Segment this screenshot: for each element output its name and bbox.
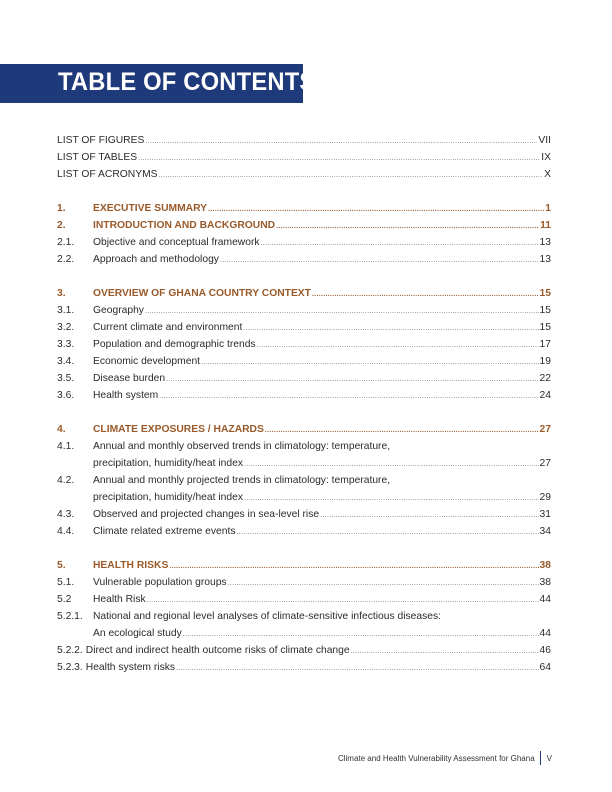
- toc-number: 5.2.1.: [57, 611, 83, 622]
- toc-page: 46: [539, 645, 551, 656]
- toc-label: Economic development: [93, 356, 201, 367]
- toc-label: Geography: [93, 305, 144, 316]
- toc-entry-list-of-acronyms[interactable]: [57, 166, 551, 183]
- toc-entry-5-2-3[interactable]: [57, 659, 551, 676]
- toc-entry-3-5[interactable]: [57, 370, 551, 387]
- dot-leader: [243, 320, 538, 337]
- toc-number: 3.6.: [57, 390, 75, 401]
- toc-label: Health Risk: [93, 594, 146, 605]
- toc-entry-4-1-line1[interactable]: [57, 438, 551, 455]
- toc-page: 13: [539, 254, 551, 265]
- toc-label: LIST OF FIGURES: [57, 135, 145, 146]
- dot-leader: [312, 286, 539, 303]
- toc-page: 44: [539, 594, 551, 605]
- toc-number: 4.4.: [57, 526, 75, 537]
- toc-label: Population and demographic trends: [93, 339, 256, 350]
- toc-number: 3.4.: [57, 356, 75, 367]
- toc-entry-3-4[interactable]: [57, 353, 551, 370]
- toc-page: IX: [541, 152, 551, 163]
- dot-leader: [159, 388, 538, 405]
- toc-page: 27: [539, 424, 551, 435]
- dot-leader: [228, 575, 539, 592]
- toc-label: Objective and conceptual framework: [93, 237, 260, 248]
- dot-leader: [244, 490, 539, 507]
- toc-page: 15: [539, 322, 551, 333]
- toc-entry-4-2-line1[interactable]: [57, 472, 551, 489]
- toc-section-2[interactable]: [57, 217, 551, 234]
- toc-number: 5.2.3.: [57, 662, 83, 673]
- toc-entry-5-2-2[interactable]: [57, 642, 551, 659]
- dot-leader: [244, 456, 539, 473]
- toc-number: 2.1.: [57, 237, 75, 248]
- dot-leader: [145, 303, 539, 320]
- dot-leader: [166, 371, 538, 388]
- dot-leader: [201, 354, 538, 371]
- dot-leader: [261, 235, 539, 252]
- toc-number: 2.2.: [57, 254, 75, 265]
- toc-number: 3.3.: [57, 339, 75, 350]
- dot-leader: [145, 133, 537, 150]
- dot-leader: [169, 558, 538, 575]
- page-title: TABLE OF CONTENTS: [58, 68, 316, 96]
- toc-label: precipitation, humidity/heat index: [93, 458, 243, 469]
- dot-leader: [351, 643, 539, 660]
- toc-label: Vulnerable population groups: [93, 577, 227, 588]
- footer-page-number: V: [546, 753, 552, 763]
- toc-page: X: [544, 169, 551, 180]
- toc-label: Direct and indirect health outcome risks of climate change: [85, 645, 350, 656]
- toc-section-4[interactable]: [57, 421, 551, 438]
- toc-number: 3.1.: [57, 305, 75, 316]
- toc-page: 34: [539, 526, 551, 537]
- dot-leader: [159, 167, 544, 184]
- toc-section-3[interactable]: [57, 285, 551, 302]
- toc-page: 31: [539, 509, 551, 520]
- toc-label: Annual and monthly observed trends in climatology: temperature,: [93, 441, 391, 452]
- toc-page: 29: [539, 492, 551, 503]
- dot-leader: [320, 507, 538, 524]
- dot-leader: [265, 422, 539, 439]
- toc-page: 13: [539, 237, 551, 248]
- toc-entry-4-4[interactable]: [57, 523, 551, 540]
- toc-entry-5-2[interactable]: [57, 591, 551, 608]
- toc-number: 5.1.: [57, 577, 75, 588]
- dot-leader: [257, 337, 539, 354]
- toc-entry-3-2[interactable]: [57, 319, 551, 336]
- toc-page: VII: [538, 135, 551, 146]
- toc-entry-list-of-figures[interactable]: [57, 132, 551, 149]
- toc-label: Current climate and environment: [93, 322, 243, 333]
- toc-number: 3.2.: [57, 322, 75, 333]
- toc-label: LIST OF ACRONYMS: [57, 169, 158, 180]
- toc-label: Health system: [93, 390, 159, 401]
- toc-entry-5-2-1-line2[interactable]: [57, 625, 551, 642]
- toc-page: 1: [545, 203, 551, 214]
- dot-leader: [208, 201, 544, 218]
- toc-section-5[interactable]: [57, 557, 551, 574]
- toc-entry-4-3[interactable]: [57, 506, 551, 523]
- toc-entry-5-1[interactable]: [57, 574, 551, 591]
- toc-entry-3-6[interactable]: [57, 387, 551, 404]
- title-banner: [0, 64, 316, 103]
- toc-number: 3.: [57, 288, 66, 299]
- toc-entry-5-2-1-line1[interactable]: [57, 608, 551, 625]
- toc-label: Annual and monthly projected trends in climatology: temperature,: [93, 475, 391, 486]
- footer-divider: [540, 751, 541, 765]
- footer-document-title: Climate and Health Vulnerability Assessment for Ghana: [337, 753, 535, 763]
- toc-number: 4.2.: [57, 475, 75, 486]
- toc-page: 11: [540, 220, 551, 231]
- toc-label: Observed and projected changes in sea-level rise: [93, 509, 320, 520]
- toc-entry-2-2[interactable]: [57, 251, 551, 268]
- toc-page: 38: [539, 560, 551, 571]
- toc-number: 5.2.2.: [57, 645, 83, 656]
- toc-label: An ecological study: [93, 628, 182, 639]
- toc-section-1[interactable]: [57, 200, 551, 217]
- toc-number: 4.: [57, 424, 66, 435]
- toc-entry-4-1-line2[interactable]: [57, 455, 551, 472]
- toc-label: Disease burden: [93, 373, 166, 384]
- toc-page: 24: [539, 390, 551, 401]
- toc-entry-4-2-line2[interactable]: [57, 489, 551, 506]
- dot-leader: [138, 150, 540, 167]
- toc-page: 15: [539, 305, 551, 316]
- toc-page: 38: [539, 577, 551, 588]
- toc-page: 44: [539, 628, 551, 639]
- dot-leader: [276, 218, 539, 235]
- toc-number: 4.3.: [57, 509, 75, 520]
- toc-page: 27: [539, 458, 551, 469]
- toc-entry-3-1[interactable]: [57, 302, 551, 319]
- toc-number: 5.: [57, 560, 66, 571]
- toc-label: HEALTH RISKS: [93, 560, 169, 571]
- toc-label: precipitation, humidity/heat index: [93, 492, 243, 503]
- toc-number: 2.: [57, 220, 66, 231]
- toc-page: 15: [539, 288, 551, 299]
- toc-label: EXECUTIVE SUMMARY: [93, 203, 208, 214]
- toc-page: 22: [539, 373, 551, 384]
- dot-leader: [220, 252, 539, 269]
- toc-label: LIST OF TABLES: [57, 152, 138, 163]
- toc-label: National and regional level analyses of climate-sensitive infectious diseases:: [93, 611, 441, 622]
- toc-number: 1.: [57, 203, 66, 214]
- toc-label: Climate related extreme events: [93, 526, 236, 537]
- toc-label: Approach and methodology: [93, 254, 219, 265]
- toc-page: 17: [539, 339, 551, 350]
- toc-entry-3-3[interactable]: [57, 336, 551, 353]
- page-footer: [338, 751, 552, 765]
- toc-entry-list-of-tables[interactable]: [57, 149, 551, 166]
- toc-label: OVERVIEW OF GHANA COUNTRY CONTEXT: [93, 288, 311, 299]
- toc-label: INTRODUCTION AND BACKGROUND: [93, 220, 276, 231]
- toc-label: Health system risks: [85, 662, 176, 673]
- dot-leader: [147, 592, 539, 609]
- toc-entry-2-1[interactable]: [57, 234, 551, 251]
- dot-leader: [237, 524, 539, 541]
- toc-number: 3.5.: [57, 373, 75, 384]
- toc-number: 5.2: [57, 594, 72, 605]
- dot-leader: [176, 660, 539, 677]
- toc-label: CLIMATE EXPOSURES / HAZARDS: [93, 424, 264, 435]
- toc-page: 19: [539, 356, 551, 367]
- dot-leader: [183, 626, 539, 643]
- toc-number: 4.1.: [57, 441, 75, 452]
- toc-page: 64: [539, 662, 551, 673]
- table-of-contents: [57, 132, 551, 676]
